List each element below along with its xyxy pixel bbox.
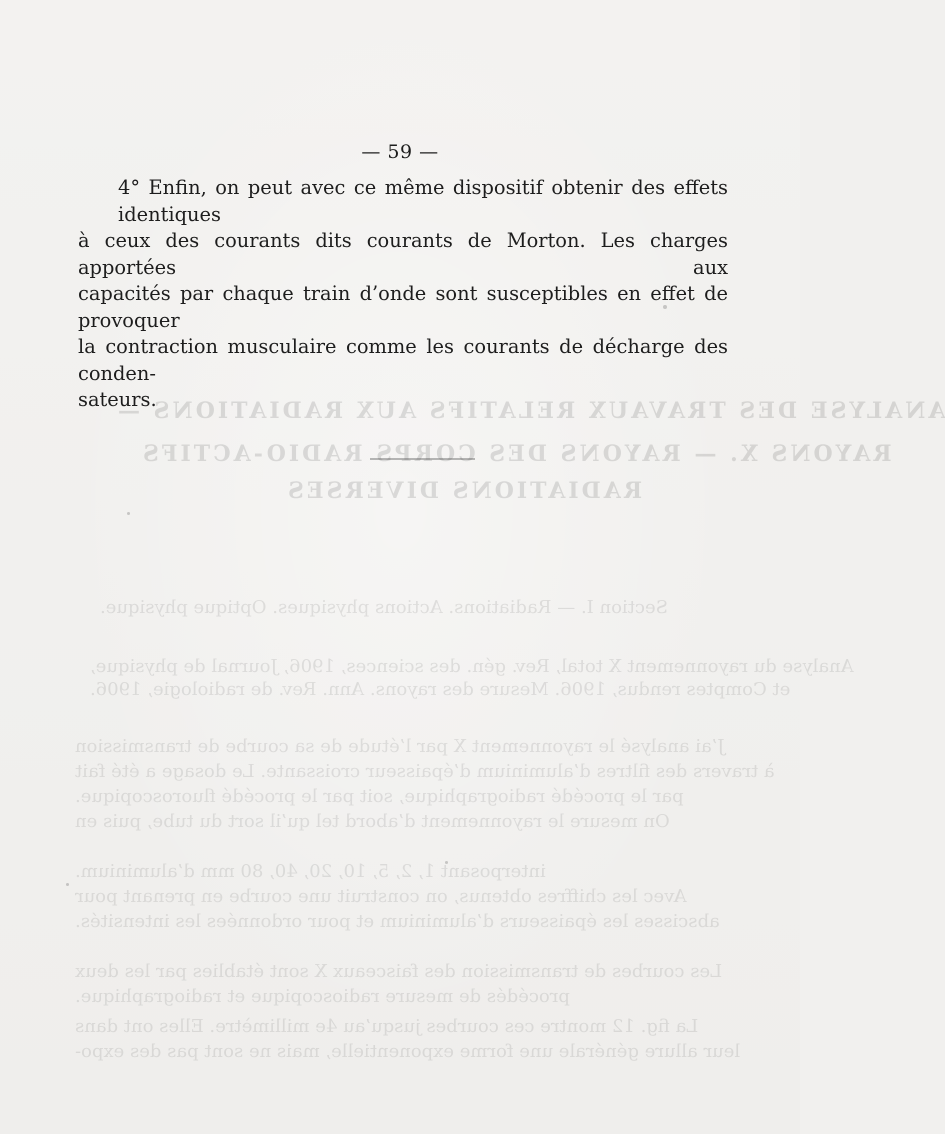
show-through-text: à travers des filtres d’aluminium d’épaisseur croissante. Le dosage a été fait [75,761,775,782]
show-through-text: leur allure générale une forme exponentielle, mais ne sont pas des expo- [75,1041,741,1062]
scan-speck [445,861,448,864]
show-through-text: La fig. 12 montre ces courbes jusqu’au 4e millimètre. Elles ont dans [75,1016,699,1037]
show-through-text: J’ai analysé le rayonnement X par l’étude de sa courbe de transmission [75,736,725,757]
show-through-text: par le procédé radiographique, soit par le procédé fluoroscopique. [75,786,684,807]
page-number: — 59 — [361,141,439,163]
show-through-text: procédés de mesure radioscopique et radiographique. [75,986,570,1007]
paragraph-line: à ceux des courants dits courants de Morton. Les charges apportées aux [78,229,728,279]
show-through-text: et Comptes rendus, 1906. Mesure des rayons. Ann. Rev. de radiologie, 1906. [90,679,791,700]
show-through-text: interposant 1, 2, 5, 10, 20, 40, 80 mm d’aluminium. [75,861,546,882]
paragraph-line: 4° Enfin, on peut avec ce même dispositif obtenir des effets identiques [118,176,728,226]
scan-speck [127,512,130,515]
show-through-text: abscisses les épaisseurs d’aluminium et pour ordonnées les intensités. [75,911,720,932]
show-through-text: Section I. — Radiations. Actions physiques. Optique physique. [100,597,669,618]
show-through-text: Les courbes de transmission des faisceaux X sont établies par les deux [75,961,723,982]
paragraph-line: la contraction musculaire comme les courants de décharge des conden- [78,335,728,385]
show-through-text: Avec les chiffres obtenus, on construit une courbe en prenant pour [75,886,687,907]
scan-speck [66,883,69,886]
paragraph-line: capacités par chaque train d’onde sont susceptibles en effet de provoquer [78,282,728,332]
paragraph-line: sateurs. [78,388,157,411]
show-through-heading: RADIATIONS DIVERSES [285,478,643,504]
show-through-heading: RAYONS X. — RAYONS DES CORPS RADIO-ACTIFS [140,441,892,467]
show-through-heading: ANALYSE DES TRAVAUX RELATIFS AUX RADIATIONS — [115,398,945,424]
show-through-text: On mesure le rayonnement d’abord tel qu’il sort du tube, puis en [75,811,670,832]
show-through-text: Analyse du rayonnement X total, Rev. gén. des sciences, 1906, Journal de physique, [90,656,854,677]
body-paragraph [78,175,728,414]
show-through-rule [370,458,475,460]
